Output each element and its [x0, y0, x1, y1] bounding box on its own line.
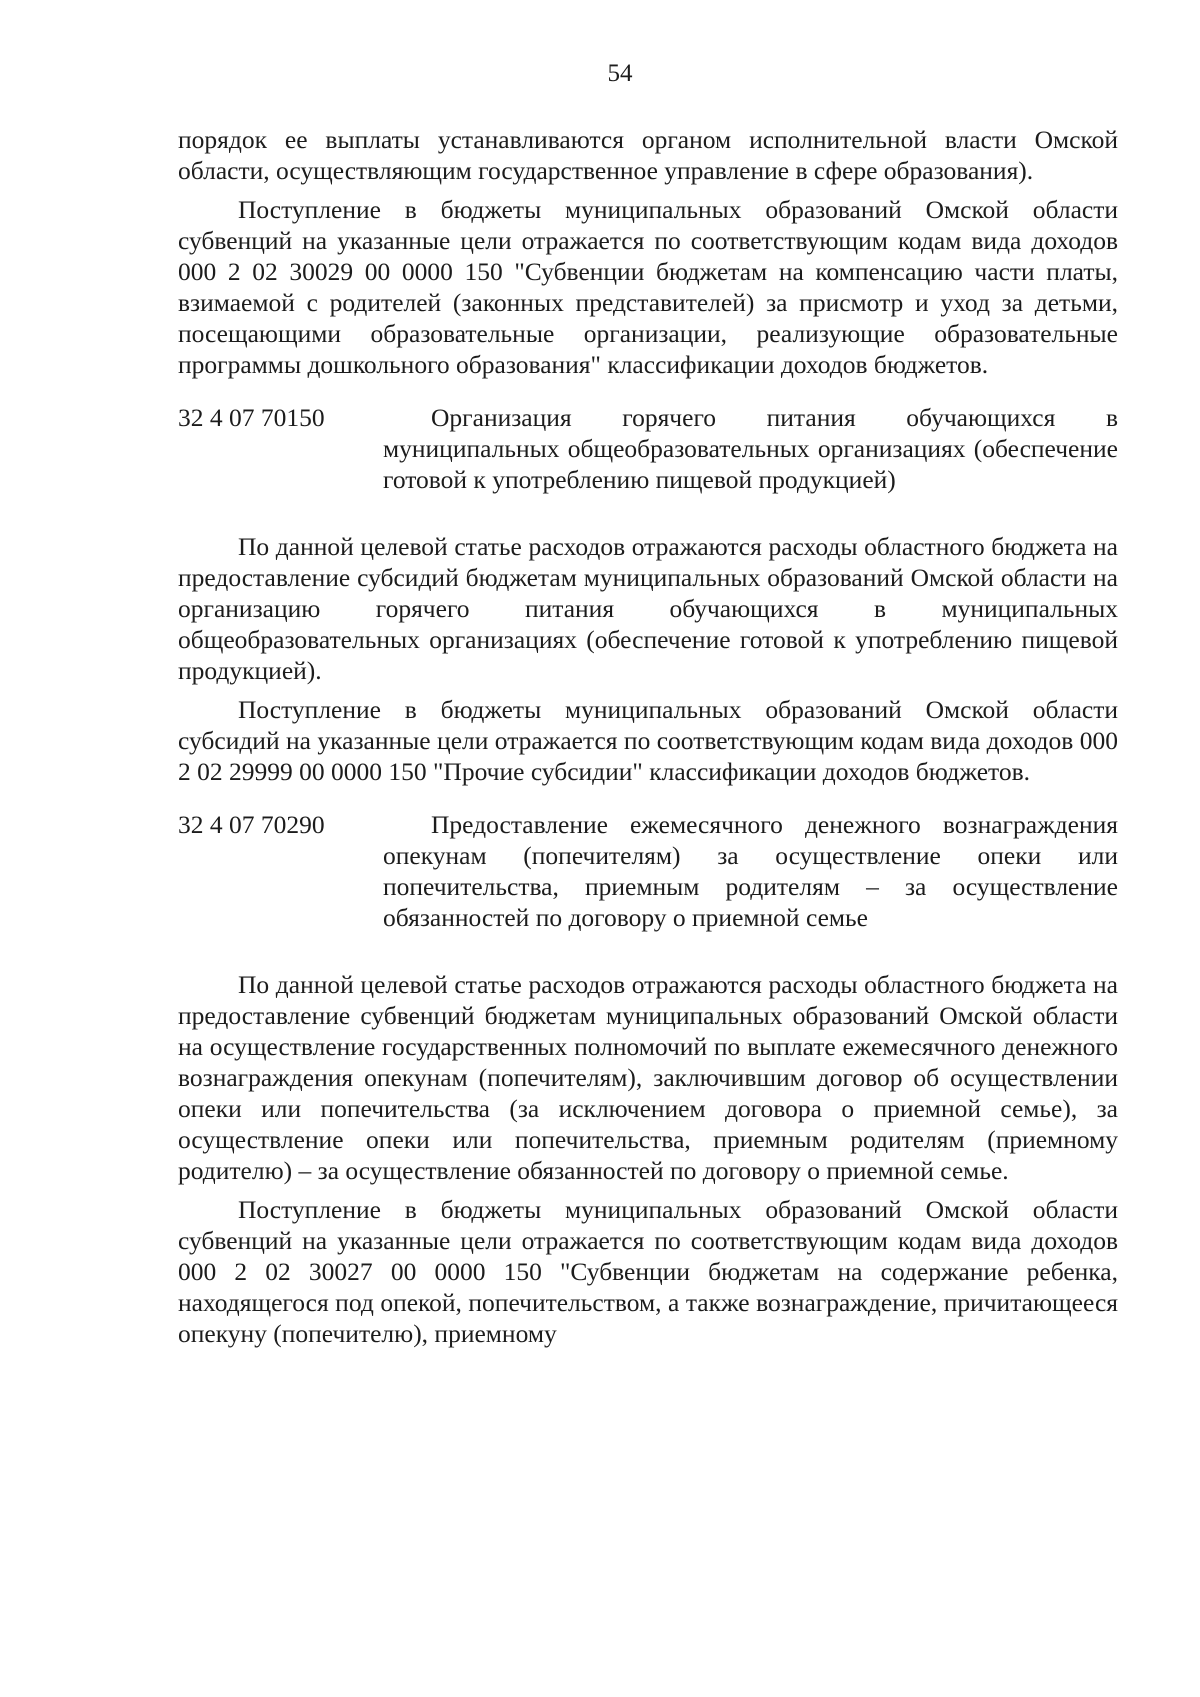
- budget-item-70150: [178, 402, 1118, 495]
- budget-item-code: 32 4 07 70150: [178, 403, 325, 432]
- budget-item-70290: [178, 809, 1118, 933]
- paragraph-income-receipt-1: Поступление в бюджеты муниципальных образований Омской области субвенций на указанные цели отражается по соответствующим кодам вида доходов 000 2 02 30029 00 0000 150 "Субвенции бюджетам на компенсацию части платы, взимаемой с родителей (законных представителей) за присмотр и уход за детьми, посещающими образовательные организации, реализующие образовательные программы дошкольного образования" классификации доходов бюджетов.: [178, 195, 1118, 379]
- page-number: 54: [607, 60, 633, 87]
- paragraph-expense-description-1: По данной целевой статье расходов отражаются расходы областного бюджета на предоставление субсидий бюджетам муниципальных образований Омской области на организацию горячего питания обучающихся в муниципальных общеобразовательных организациях (обеспечение готовой к употреблению пищевой продукцией).: [178, 532, 1118, 685]
- document-body: [178, 124, 1118, 1349]
- budget-item-code: 32 4 07 70290: [178, 810, 325, 839]
- paragraph-income-receipt-3: Поступление в бюджеты муниципальных образований Омской области субвенций на указанные цели отражается по соответствующим кодам вида доходов 000 2 02 30027 00 0000 150 "Субвенции бюджетам на содержание ребенка, находящегося под опекой, попечительством, а также вознаграждение, причитающееся опекуну (попечителю), приемному: [178, 1195, 1118, 1348]
- paragraph-income-receipt-2: Поступление в бюджеты муниципальных образований Омской области субсидий на указанные цели отражается по соответствующим кодам вида доходов 000 2 02 29999 00 0000 150 "Прочие субсидии" классификации доходов бюджетов.: [178, 695, 1118, 786]
- budget-item-title: Организация горячего питания обучающихся в муниципальных общеобразовательных организациях (обеспечение готовой к употреблению пищевой продукцией): [383, 403, 1118, 494]
- budget-item-title: Предоставление ежемесячного денежного вознаграждения опекунам (попечителям) за осуществление опеки или попечительства, приемным родителям – за осуществление обязанностей по договору о приемной семье: [383, 810, 1118, 932]
- paragraph-continuation: порядок ее выплаты устанавливаются органом исполнительной власти Омской области, осуществляющим государственное управление в сфере образования).: [178, 125, 1118, 185]
- paragraph-expense-description-2: По данной целевой статье расходов отражаются расходы областного бюджета на предоставление субвенций бюджетам муниципальных образований Омской области на осуществление государственных полномочий по выплате ежемесячного денежного вознаграждения опекунам (попечителям), заключившим договор об осуществлении опеки или попечительства (за исключением договора о приемной семье), за осуществление опеки или попечительства, приемным родителям (приемному родителю) – за осуществление обязанностей по договору о приемной семье.: [178, 970, 1118, 1185]
